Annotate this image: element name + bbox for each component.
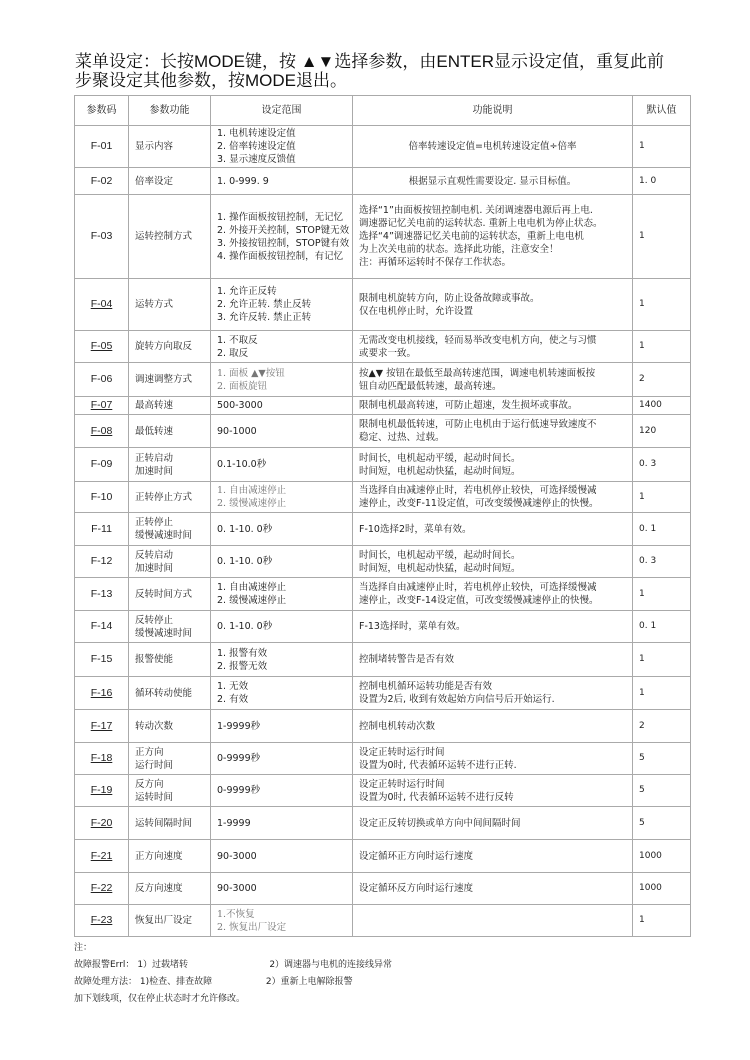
param-range-line: 1-9999 [217, 817, 251, 829]
param-range-line: 0.1-10.0秒 [217, 459, 267, 470]
param-description-cell [353, 611, 633, 643]
param-function-cell [129, 168, 211, 195]
param-function-line: 正方向 [135, 746, 164, 758]
header-description: 功能说明 [353, 96, 633, 126]
param-code-cell [75, 482, 129, 513]
param-function-line: 反转停止 [135, 614, 174, 626]
param-description-line: 时间短，电机起动快猛，起动时间短。 [359, 562, 521, 574]
param-function-line: 倍率设定 [135, 175, 174, 187]
param-range-cell [211, 807, 353, 840]
param-description-line: F-13选择时，菜单有效。 [359, 621, 466, 632]
param-range-cell [211, 546, 353, 578]
param-default: 0. 1 [633, 513, 691, 546]
param-range-cell [211, 578, 353, 611]
param-range-cell [211, 415, 353, 448]
fault-alarm-1: 1）过载堵转 [137, 960, 189, 970]
param-description-line: 控制堵转警告是否有效 [359, 654, 455, 665]
param-description-line: 时间长，电机起动平缓，起动时间长。 [359, 452, 521, 464]
param-range-line: 3. 允许反转. 禁止正转 [217, 312, 312, 323]
param-description-line: 速停止，改变F-14设定值，可改变缓慢减速停止的快慢。 [359, 595, 599, 606]
param-code-cell [75, 643, 129, 677]
param-range-line: 2. 报警无效 [217, 660, 268, 672]
param-description-cell [353, 710, 633, 743]
param-description-line: 设定正反转切换或单方向中间间隔时间 [359, 817, 521, 829]
param-range-line: 1.不恢复 [217, 908, 255, 920]
param-description-cell [353, 448, 633, 482]
param-description-line: 按▲▼ 按钮在最低至最高转速范围，调速电机转速面板按 [359, 367, 596, 379]
param-description-line: 设定正转时运行时间 [359, 778, 445, 790]
param-code: F-16 [90, 686, 113, 699]
param-code-cell [75, 331, 129, 363]
param-code: F-09 [90, 458, 113, 470]
param-code: F-08 [90, 424, 113, 437]
table-row [75, 363, 691, 397]
param-description-cell [353, 840, 633, 873]
param-range-line: 0. 1-10. 0秒 [217, 556, 273, 567]
table-row [75, 578, 691, 611]
param-default: 1 [633, 578, 691, 611]
param-description-line: 时间长，电机起动平缓，起动时间长。 [359, 549, 521, 561]
table-row [75, 611, 691, 643]
param-range-line: 4. 操作面板按钮控制，有记忆 [217, 250, 344, 262]
param-function-line: 缓慢减速时间 [135, 530, 193, 541]
table-row [75, 873, 691, 905]
param-range-line: 2. 倍率转速设定值 [217, 141, 296, 152]
param-description-cell [353, 677, 633, 710]
param-function-cell [129, 331, 211, 363]
param-code: F-19 [90, 784, 113, 796]
param-code: F-18 [90, 752, 113, 764]
param-function-line: 运转时间 [135, 791, 174, 803]
param-code-cell [75, 397, 129, 415]
param-default: 1 [633, 677, 691, 710]
param-range-line: 1. 0-999. 9 [217, 175, 269, 187]
param-range-cell [211, 513, 353, 546]
param-code-cell [75, 611, 129, 643]
param-description-cell [353, 126, 633, 168]
param-description-line: 设定循环反方向时运行速度 [359, 883, 474, 894]
param-description-line: 稳定、过热、过载。 [359, 432, 445, 443]
param-code-cell [75, 840, 129, 873]
param-range-line: 1. 自由减速停止 [217, 582, 287, 593]
notes-heading: 注： [74, 943, 93, 953]
param-code: F-17 [90, 719, 113, 732]
table-row [75, 126, 691, 168]
param-range-cell [211, 363, 353, 397]
underline-note: 加下划线项，仅在停止状态时才允许修改。 [74, 994, 246, 1004]
param-function-cell [129, 546, 211, 578]
param-range-line: 0. 1-10. 0秒 [217, 621, 273, 632]
param-range-line: 2. 取反 [217, 347, 249, 359]
param-default: 1 [633, 331, 691, 363]
param-description-line: 选择“4”调速器记忆关电前的运转状态，重新上电电机 [359, 231, 584, 242]
header-code: 参数码 [75, 96, 129, 126]
param-description-line: 当选择自由减速停止时，若电机停止较快，可选择缓慢减 [359, 485, 597, 496]
param-function-cell [129, 195, 211, 279]
param-code-cell [75, 126, 129, 168]
param-code: F-04 [90, 298, 113, 310]
param-code: F-15 [90, 653, 113, 665]
param-range-line: 2. 有效 [217, 694, 249, 705]
param-range-line: 1. 无效 [217, 681, 249, 692]
param-range-cell [211, 448, 353, 482]
param-code: F-11 [91, 522, 112, 535]
param-range-cell [211, 873, 353, 905]
param-function-line: 正转停止 [135, 517, 174, 528]
param-function-line: 旋转方向取反 [135, 341, 193, 352]
table-row [75, 279, 691, 331]
fault-alarm-2: 2）调速器与电机的连接线异常 [269, 960, 393, 970]
param-description-line: 设置为0时, 代表循环运转不进行反转 [359, 791, 514, 803]
param-range-cell [211, 905, 353, 937]
param-range-line: 2. 外接开关控制，STOP键无效 [217, 224, 350, 236]
param-description-cell [353, 195, 633, 279]
param-function-line: 正方向速度 [135, 850, 183, 862]
param-function-cell [129, 482, 211, 513]
table-row [75, 677, 691, 710]
param-function-cell [129, 873, 211, 905]
param-default: 1 [633, 279, 691, 331]
param-description-cell [353, 546, 633, 578]
param-code-cell [75, 513, 129, 546]
param-code-cell [75, 195, 129, 279]
param-code: F-12 [90, 555, 113, 567]
header-range: 设定范围 [211, 96, 353, 126]
param-function-cell [129, 840, 211, 873]
param-description-cell [353, 513, 633, 546]
param-description-line: 注：再循环运转时不保存工作状态。 [359, 257, 512, 268]
param-default: 1. 0 [633, 168, 691, 195]
param-range-cell [211, 397, 353, 415]
param-code: F-13 [90, 587, 113, 600]
param-description-line: 根据显示直观性需要设定. 显示目标值。 [408, 175, 577, 187]
param-range-cell [211, 643, 353, 677]
param-default: 120 [633, 415, 691, 448]
param-description-cell [353, 775, 633, 807]
param-default: 5 [633, 743, 691, 775]
param-description-line: 设定循环正方向时运行速度 [359, 850, 474, 862]
param-function-cell [129, 611, 211, 643]
param-function-cell [129, 415, 211, 448]
parameter-table [74, 95, 691, 937]
param-range-cell [211, 126, 353, 168]
param-function-cell [129, 807, 211, 840]
param-function-line: 运行时间 [135, 759, 174, 771]
param-range-cell [211, 611, 353, 643]
param-description-line: 仅在电机停止时，允许设置 [359, 305, 474, 317]
param-function-cell [129, 578, 211, 611]
param-range-line: 500-3000 [217, 400, 263, 411]
param-range-cell [211, 743, 353, 775]
fault-handling-2: 2）重新上电解除报警 [265, 977, 353, 987]
param-description-line: 速停止，改变F-11设定值，可改变缓慢减速停止的快慢。 [359, 498, 599, 509]
param-range-cell [211, 482, 353, 513]
param-function-line: 正转启动 [135, 452, 174, 464]
table-row [75, 331, 691, 363]
param-code-cell [75, 363, 129, 397]
param-description-cell [353, 807, 633, 840]
table-row [75, 415, 691, 448]
param-description-line: 时间短，电机起动快猛，起动时间短。 [359, 465, 521, 477]
param-default: 1 [633, 482, 691, 513]
param-function-line: 正转停止方式 [135, 491, 193, 503]
param-function-line: 加速时间 [135, 562, 174, 574]
table-body [75, 126, 691, 937]
param-function-cell [129, 677, 211, 710]
param-default: 0. 3 [633, 448, 691, 482]
param-code-cell [75, 677, 129, 710]
param-code-cell [75, 578, 129, 611]
param-code: F-23 [90, 914, 113, 926]
param-range-cell [211, 677, 353, 710]
param-function-cell [129, 775, 211, 807]
param-range-line: 2. 恢复出厂设定 [217, 921, 287, 933]
param-function-line: 显示内容 [135, 141, 174, 152]
param-function-line: 最低转速 [135, 425, 174, 437]
param-description-line: 调速器记忆关电前的运转状态. 重新上电电机为停止状态。 [359, 218, 603, 229]
param-range-line: 0. 1-10. 0秒 [217, 523, 273, 535]
param-code-cell [75, 873, 129, 905]
param-function-cell [129, 126, 211, 168]
param-description-cell [353, 578, 633, 611]
param-code: F-02 [90, 174, 113, 187]
param-default: 1 [633, 905, 691, 937]
param-range-cell [211, 168, 353, 195]
table-header-row [75, 96, 691, 126]
table-row [75, 513, 691, 546]
param-function-line: 最高转速 [135, 400, 174, 411]
param-code-cell [75, 415, 129, 448]
title-line-1: 菜单设定：长按MODE键，按 ▲▼选择参数，由ENTER显示设定值，重复此前 [75, 52, 664, 71]
param-range-line: 1. 电机转速设定值 [217, 128, 296, 139]
param-default: 2 [633, 363, 691, 397]
param-description-line: 选择“1”由面板按钮控制电机. 关闭调速器电源后再上电. [359, 205, 593, 216]
param-function-line: 运转方式 [135, 299, 174, 310]
fault-alarm-note [74, 957, 392, 974]
param-description-cell [353, 905, 633, 937]
param-description-cell [353, 482, 633, 513]
param-function-cell [129, 905, 211, 937]
param-range-line: 3. 显示速度反馈值 [217, 154, 296, 165]
header-function: 参数功能 [129, 96, 211, 126]
table-row [75, 840, 691, 873]
param-function-line: 转动次数 [135, 720, 174, 732]
param-default: 1 [633, 195, 691, 279]
param-code-cell [75, 546, 129, 578]
param-range-line: 2. 缓慢减速停止 [217, 595, 287, 606]
param-code-cell [75, 279, 129, 331]
param-function-line: 调速调整方式 [135, 374, 193, 385]
param-default: 1000 [633, 873, 691, 905]
param-range-line: 2. 允许正转. 禁止反转 [217, 299, 312, 310]
param-code-cell [75, 807, 129, 840]
param-default: 5 [633, 775, 691, 807]
param-range-line: 0-9999秒 [217, 785, 261, 796]
param-default: 0. 1 [633, 611, 691, 643]
table-row [75, 775, 691, 807]
param-function-cell [129, 710, 211, 743]
param-description-line: 或要求一致。 [359, 347, 417, 359]
param-function-line: 运转间隔时间 [135, 817, 193, 829]
fault-alarm-label: 故障报警Errl： [74, 960, 135, 970]
param-description-line: 控制电机转动次数 [359, 720, 436, 732]
param-range-line: 2. 面板旋钮 [217, 380, 268, 392]
param-function-cell [129, 448, 211, 482]
table-row [75, 905, 691, 937]
param-code: F-14 [90, 620, 113, 632]
fault-handling-note [74, 974, 392, 991]
param-description-line: 设置为0时, 代表循环运转不进行正转. [359, 759, 517, 771]
param-range-line: 1-9999秒 [217, 720, 261, 732]
param-default: 2 [633, 710, 691, 743]
param-function-line: 循环转动使能 [135, 687, 193, 699]
param-description-cell [353, 643, 633, 677]
param-function-line: 反转时间方式 [135, 588, 193, 600]
notes [74, 940, 392, 1008]
param-function-line: 反方向速度 [135, 883, 183, 894]
param-default: 1000 [633, 840, 691, 873]
header-default: 默认值 [633, 96, 691, 126]
param-range-cell [211, 331, 353, 363]
param-range-cell [211, 775, 353, 807]
param-description-line: 当选择自由减速停止时，若电机停止较快，可选择缓慢减 [359, 582, 597, 593]
param-description-cell [353, 331, 633, 363]
param-code-cell [75, 710, 129, 743]
param-description-cell [353, 168, 633, 195]
param-description-cell [353, 279, 633, 331]
param-function-line: 报警使能 [135, 654, 174, 665]
param-code-cell [75, 775, 129, 807]
fault-handling-label: 故障处理方法： [74, 977, 138, 987]
param-description-line: 钮自动匹配最低转速，最高转速。 [359, 380, 502, 392]
table-row [75, 710, 691, 743]
param-default: 1400 [633, 397, 691, 415]
param-range-line: 1. 自由减速停止 [217, 485, 287, 496]
title-line-2: 步聚设定其他参数，按MODE退出。 [75, 71, 347, 90]
param-function-cell [129, 397, 211, 415]
param-description-line: 限制电机最低转速，可防止电机由于运行低速导致速度不 [359, 419, 597, 430]
param-range-line: 90-3000 [217, 850, 257, 862]
param-function-cell [129, 513, 211, 546]
param-range-line: 1. 允许正反转 [217, 286, 277, 297]
param-range-line: 3. 外接按钮控制，STOP键有效 [217, 237, 350, 249]
param-function-line: 运转控制方式 [135, 231, 193, 242]
param-code: F-22 [90, 882, 113, 894]
param-range-cell [211, 195, 353, 279]
table-row [75, 195, 691, 279]
param-range-line: 2. 缓慢减速停止 [217, 498, 287, 509]
param-range-line: 1. 不取反 [217, 334, 258, 346]
param-function-cell [129, 643, 211, 677]
param-description-line: 倍率转速设定值=电机转速设定值÷倍率 [408, 141, 577, 152]
param-range-line: 0-9999秒 [217, 753, 261, 764]
param-function-line: 加速时间 [135, 465, 174, 477]
param-default: 1 [633, 126, 691, 168]
table-row [75, 807, 691, 840]
param-code: F-21 [90, 849, 113, 862]
param-code: F-06 [90, 373, 113, 385]
param-description-line: F-10选择2时，菜单有效。 [359, 523, 472, 535]
page-title [75, 52, 695, 90]
param-range-cell [211, 840, 353, 873]
param-range-line: 1. 报警有效 [217, 647, 268, 659]
param-default: 5 [633, 807, 691, 840]
table-row [75, 643, 691, 677]
param-code-cell [75, 743, 129, 775]
param-description-line: 限制电机最高转速，可防止超速，发生损坏或事故。 [359, 400, 578, 411]
param-code: F-07 [90, 399, 113, 411]
param-description-line: 设置为2后, 收到有效起始方向信号后开始运行. [359, 694, 555, 705]
param-default: 1 [633, 643, 691, 677]
table-row [75, 168, 691, 195]
param-function-cell [129, 279, 211, 331]
param-description-cell [353, 743, 633, 775]
param-description-line: 无需改变电机接线，轻而易举改变电机方向，使之与习惯 [359, 334, 597, 346]
param-range-cell [211, 710, 353, 743]
param-function-cell [129, 363, 211, 397]
param-function-line: 缓慢减速时间 [135, 627, 193, 639]
param-range-line: 1. 面板 ▲▼按钮 [217, 367, 285, 379]
param-description-line: 控制电机循环运转功能是否有效 [359, 681, 493, 692]
param-default: 0. 3 [633, 546, 691, 578]
param-description-cell [353, 873, 633, 905]
param-function-line: 反转启动 [135, 549, 174, 561]
param-description-cell [353, 363, 633, 397]
fault-handling-1: 1)检查、排查故障 [139, 977, 213, 987]
param-code-cell [75, 905, 129, 937]
param-description-line: 设定正转时运行时间 [359, 746, 445, 758]
param-code: F-03 [90, 230, 113, 242]
table-row [75, 482, 691, 513]
param-code-cell [75, 448, 129, 482]
param-range-line: 90-3000 [217, 883, 257, 894]
param-description-line: 限制电机旋转方向，防止设备故障或事故。 [359, 292, 540, 304]
param-function-line: 反方向 [135, 778, 164, 790]
param-description-line: 为上次关电前的状态。选择此功能，注意安全！ [359, 244, 559, 255]
param-code-cell [75, 168, 129, 195]
param-code: F-01 [90, 140, 113, 152]
table-row [75, 397, 691, 415]
param-function-cell [129, 743, 211, 775]
param-range-line: 1. 操作面板按钮控制，无记忆 [217, 211, 344, 223]
param-range-line: 90-1000 [217, 425, 257, 437]
table-row [75, 743, 691, 775]
param-description-cell [353, 397, 633, 415]
table-row [75, 546, 691, 578]
param-function-line: 恢复出厂设定 [135, 915, 193, 926]
param-code: F-05 [90, 340, 113, 352]
param-range-cell [211, 279, 353, 331]
param-code: F-10 [90, 490, 113, 503]
table-row [75, 448, 691, 482]
param-code: F-20 [90, 816, 113, 829]
param-description-cell [353, 415, 633, 448]
